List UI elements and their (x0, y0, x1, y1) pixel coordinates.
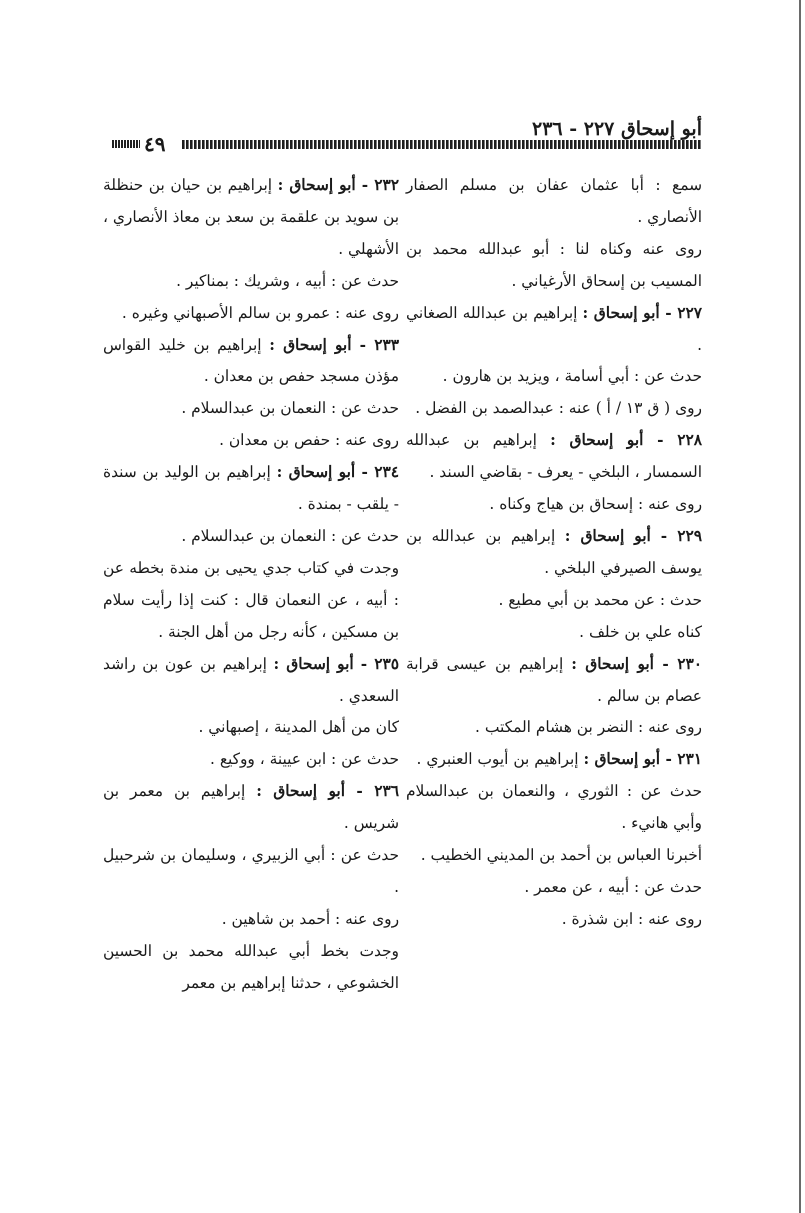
entry-paragraph (103, 904, 399, 936)
entry-text: حدث عن : أبي الزبيري ، وسليمان بن شرحبيل . (103, 846, 399, 896)
entry-heading: ٢٣٦ - أبو إسحاق : (256, 782, 399, 801)
entry-text: إبراهيم بن أيوب العنبري . (416, 750, 584, 769)
entry-text: إبراهيم بن خليد القواس مؤذن مسجد حفص بن معدان . (103, 335, 399, 386)
entry-heading: ٢٣١ - أبو إسحاق : (583, 750, 702, 769)
biography-entry (406, 298, 702, 362)
entry-heading: ٢٣٢ - أبو إسحاق : (277, 176, 399, 194)
entry-text: روى عنه وكناه لنا : أبو عبدالله محمد بن المسيب بن إسحاق الأرغياني . (406, 239, 702, 290)
entry-paragraph (406, 904, 702, 936)
entry-text: روى عنه : أحمد بن شاهين . (221, 909, 399, 928)
entry-text: روى عنه : إسحاق بن هياج وكناه . (489, 495, 702, 514)
entry-text: إبراهيم بن عيسى قرابة عصام بن سالم . (406, 654, 702, 705)
biography-entry (406, 425, 702, 489)
entry-text: إبراهيم بن عون بن راشد السعدي . (103, 654, 399, 705)
entry-text: كان من أهل المدينة ، إصبهاني . (198, 718, 399, 737)
entry-text: إبراهيم بن الوليد بن سندة - يلقب - بمندة . (103, 463, 399, 514)
biography-entry (406, 521, 702, 585)
right-column (406, 170, 702, 936)
running-title: أبو إسحاق ٢٢٧ - ٢٣٦ (532, 118, 702, 140)
entry-paragraph (103, 298, 399, 330)
entry-paragraph (406, 489, 702, 521)
biography-entry (103, 457, 399, 521)
entry-paragraph (406, 872, 702, 904)
entry-text: إبراهيم بن عبدالله بن يوسف الصيرفي البلخي . (406, 526, 702, 577)
entry-text: روى عنه : حفص بن معدان . (219, 431, 399, 450)
entry-text: حدث عن : أبيه ، وشريك : بمناكير . (176, 271, 399, 290)
entry-text: حدث عن : النعمان بن عبدالسلام . (181, 526, 399, 545)
entry-paragraph (406, 617, 702, 649)
entry-text: إبراهيم بن عبدالله السمسار ، البلخي - يعرف - بقاضي السند . (406, 431, 702, 482)
entry-text: حدث عن : النعمان بن عبدالسلام . (181, 399, 399, 418)
entry-text: حدث عن : الثوري ، والنعمان بن عبدالسلام وأبي هانيء . (406, 782, 702, 833)
entry-text: روى عنه : ابن شذرة . (561, 909, 702, 928)
entry-text: حدث عن : أبيه ، عن معمر . (524, 877, 702, 896)
entry-paragraph (103, 712, 399, 744)
entry-paragraph (406, 840, 702, 872)
biography-entry (406, 744, 702, 776)
entry-text: كناه علي بن خلف . (579, 622, 702, 641)
entry-text: روى عنه : النضر بن هشام المكتب . (475, 718, 702, 737)
entry-text: إبراهيم بن معمر بن شريس . (103, 782, 399, 833)
biography-entry (406, 649, 702, 713)
biography-entry (103, 776, 399, 840)
entry-paragraph (103, 553, 399, 649)
entry-text: حدث عن : ابن عيينة ، ووكيع . (210, 750, 399, 769)
entry-text: سمع : أبا عثمان عفان بن مسلم الصفار الأنصاري . (406, 176, 702, 226)
entry-text: إبراهيم بن عبدالله الصغاني . (406, 303, 702, 354)
entry-paragraph (103, 393, 399, 425)
entry-heading: ٢٢٨ - أبو إسحاق : (550, 431, 702, 450)
entry-paragraph (103, 521, 399, 553)
entry-text: أخبرنا العباس بن أحمد بن المديني الخطيب . (420, 846, 702, 865)
entry-paragraph (406, 712, 702, 744)
entry-heading: ٢٢٩ - أبو إسحاق : (564, 526, 702, 545)
entry-text: وجدت في كتاب جدي يحيى بن مندة بخطه عن : أبيه ، عن النعمان قال : كنت إذا رأيت سلام بن مسكين ، كأنه رجل من أهل الجنة . (103, 558, 399, 641)
entry-heading: ٢٣٤ - أبو إسحاق : (276, 463, 399, 482)
entry-paragraph (103, 936, 399, 1000)
entry-text: وجدت بخط أبي عبدالله محمد بن الحسين الخشوعي ، حدثنا إبراهيم بن معمر (103, 941, 399, 992)
entry-heading: ٢٣٥ - أبو إسحاق : (273, 654, 399, 673)
entry-text: إبراهيم بن حيان بن حنظلة بن سويد بن علقمة بن سعد بن معاذ الأنصاري ، الأشهلي . (103, 176, 399, 258)
entry-heading: ٢٣٣ - أبو إسحاق : (269, 335, 399, 354)
entry-paragraph (406, 393, 702, 425)
entry-text: حدث : عن محمد بن أبي مطيع . (498, 590, 702, 609)
entry-paragraph (406, 361, 702, 393)
entry-paragraph (103, 425, 399, 457)
biography-entry (103, 170, 399, 266)
page-number-ornament (112, 140, 140, 148)
biography-entry (103, 649, 399, 713)
entry-paragraph (103, 266, 399, 298)
entry-text: روى ( ق ١٣ / أ ) عنه : عبدالصمد بن الفضل . (415, 399, 702, 418)
page-edge-line (799, 0, 801, 1213)
left-column (103, 170, 399, 1000)
entry-heading: ٢٣٠ - أبو إسحاق : (571, 654, 702, 673)
entry-paragraph (103, 744, 399, 776)
page-number: ٤٩ (144, 132, 166, 156)
entry-paragraph (406, 585, 702, 617)
entry-paragraph (406, 776, 702, 840)
page-header (112, 118, 702, 158)
entry-paragraph (406, 170, 702, 234)
header-rule (182, 140, 702, 149)
entry-heading: ٢٢٧ - أبو إسحاق : (582, 303, 702, 322)
entry-paragraph (406, 234, 702, 298)
biography-entry (103, 330, 399, 394)
entry-text: حدث عن : أبي أسامة ، ويزيد بن هارون . (442, 367, 702, 386)
entry-paragraph (103, 840, 399, 904)
entry-text: روى عنه : عمرو بن سالم الأصبهاني وغيره . (121, 303, 399, 322)
